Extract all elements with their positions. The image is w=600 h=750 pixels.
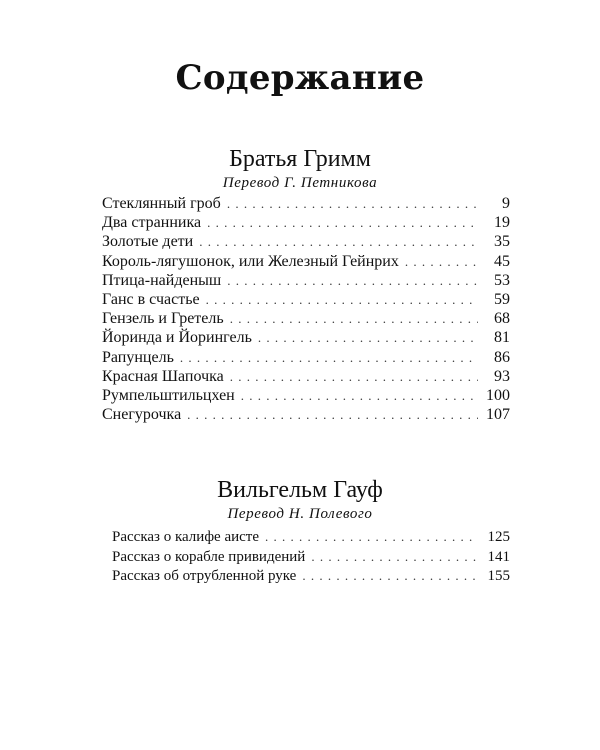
dot-leader <box>227 194 478 213</box>
entry-page-number: 93 <box>494 367 510 385</box>
toc-entry[interactable] <box>102 328 510 347</box>
toc-entry[interactable] <box>112 566 510 586</box>
entry-title: Король-лягушонок, или Железный Гейнрих <box>102 252 399 270</box>
entry-title: Снегурочка <box>102 406 182 424</box>
entry-page-number: 59 <box>494 290 510 308</box>
entry-page-number: 81 <box>494 329 510 347</box>
dot-leader <box>227 271 478 290</box>
dot-leader <box>230 367 478 386</box>
toc-list-grimm <box>102 194 510 424</box>
entry-page-number: 100 <box>486 386 510 404</box>
toc-entry[interactable] <box>102 194 510 213</box>
dot-leader <box>230 309 478 328</box>
dot-leader <box>311 547 478 567</box>
entry-title: Рассказ о калифе аисте <box>112 529 260 545</box>
toc-entry[interactable] <box>102 232 510 251</box>
entry-page-number: 141 <box>487 548 510 565</box>
toc-entry[interactable] <box>102 348 510 367</box>
entry-page-number: 35 <box>494 233 510 251</box>
entry-title: Гензель и Гретель <box>102 310 224 328</box>
entry-title: Йоринда и Йорингель <box>102 329 252 347</box>
dot-leader <box>207 213 478 232</box>
entry-page-number: 68 <box>494 310 510 328</box>
entry-page-number: 86 <box>494 348 510 366</box>
toc-entry[interactable] <box>112 527 510 547</box>
translator-note-grimm: Перевод Г. Петникова <box>222 175 378 191</box>
entry-page-number: 19 <box>494 214 510 232</box>
toc-entry[interactable] <box>102 271 510 290</box>
entry-title: Красная Шапочка <box>102 367 224 385</box>
entry-page-number: 45 <box>494 252 510 270</box>
dot-leader <box>405 252 478 271</box>
entry-page-number: 107 <box>486 406 510 424</box>
entry-title: Золотые дети <box>102 233 194 251</box>
entry-title: Стеклянный гроб <box>102 195 221 212</box>
section-title-grimm: Братья Гримм <box>229 146 371 172</box>
section-title-hauff: Вильгельм Гауф <box>217 477 383 503</box>
dot-leader <box>302 566 478 586</box>
entry-title: Рассказ о корабле привидений <box>112 548 306 565</box>
toc-entry[interactable] <box>102 309 510 328</box>
dot-leader <box>258 328 478 347</box>
entry-title: Рассказ об отрубленной руке <box>112 568 297 585</box>
entry-title: Птица-найденыш <box>102 271 222 289</box>
toc-entry[interactable] <box>112 547 510 567</box>
toc-entry[interactable] <box>102 213 510 232</box>
dot-leader <box>187 405 478 424</box>
toc-entry[interactable] <box>102 252 510 271</box>
toc-entry[interactable] <box>102 290 510 309</box>
toc-entry[interactable] <box>102 405 510 424</box>
dot-leader <box>199 232 478 251</box>
translator-note-hauff: Перевод Н. Полевого <box>227 506 373 522</box>
entry-page-number: 125 <box>487 529 510 545</box>
dot-leader <box>241 386 478 405</box>
toc-entry[interactable] <box>102 367 510 386</box>
entry-title: Два странника <box>102 214 202 232</box>
toc-list-hauff <box>112 527 510 586</box>
page-title: Содержание <box>175 58 425 98</box>
entry-title: Рапунцель <box>102 348 174 366</box>
dot-leader <box>180 348 478 367</box>
entry-page-number: 53 <box>494 271 510 289</box>
entry-page-number: 155 <box>487 568 510 585</box>
entry-page-number: 9 <box>502 195 510 212</box>
entry-title: Румпельштильцхен <box>102 386 235 404</box>
dot-leader <box>265 527 478 547</box>
toc-entry[interactable] <box>102 386 510 405</box>
entry-title: Ганс в счастье <box>102 290 200 308</box>
dot-leader <box>206 290 478 309</box>
